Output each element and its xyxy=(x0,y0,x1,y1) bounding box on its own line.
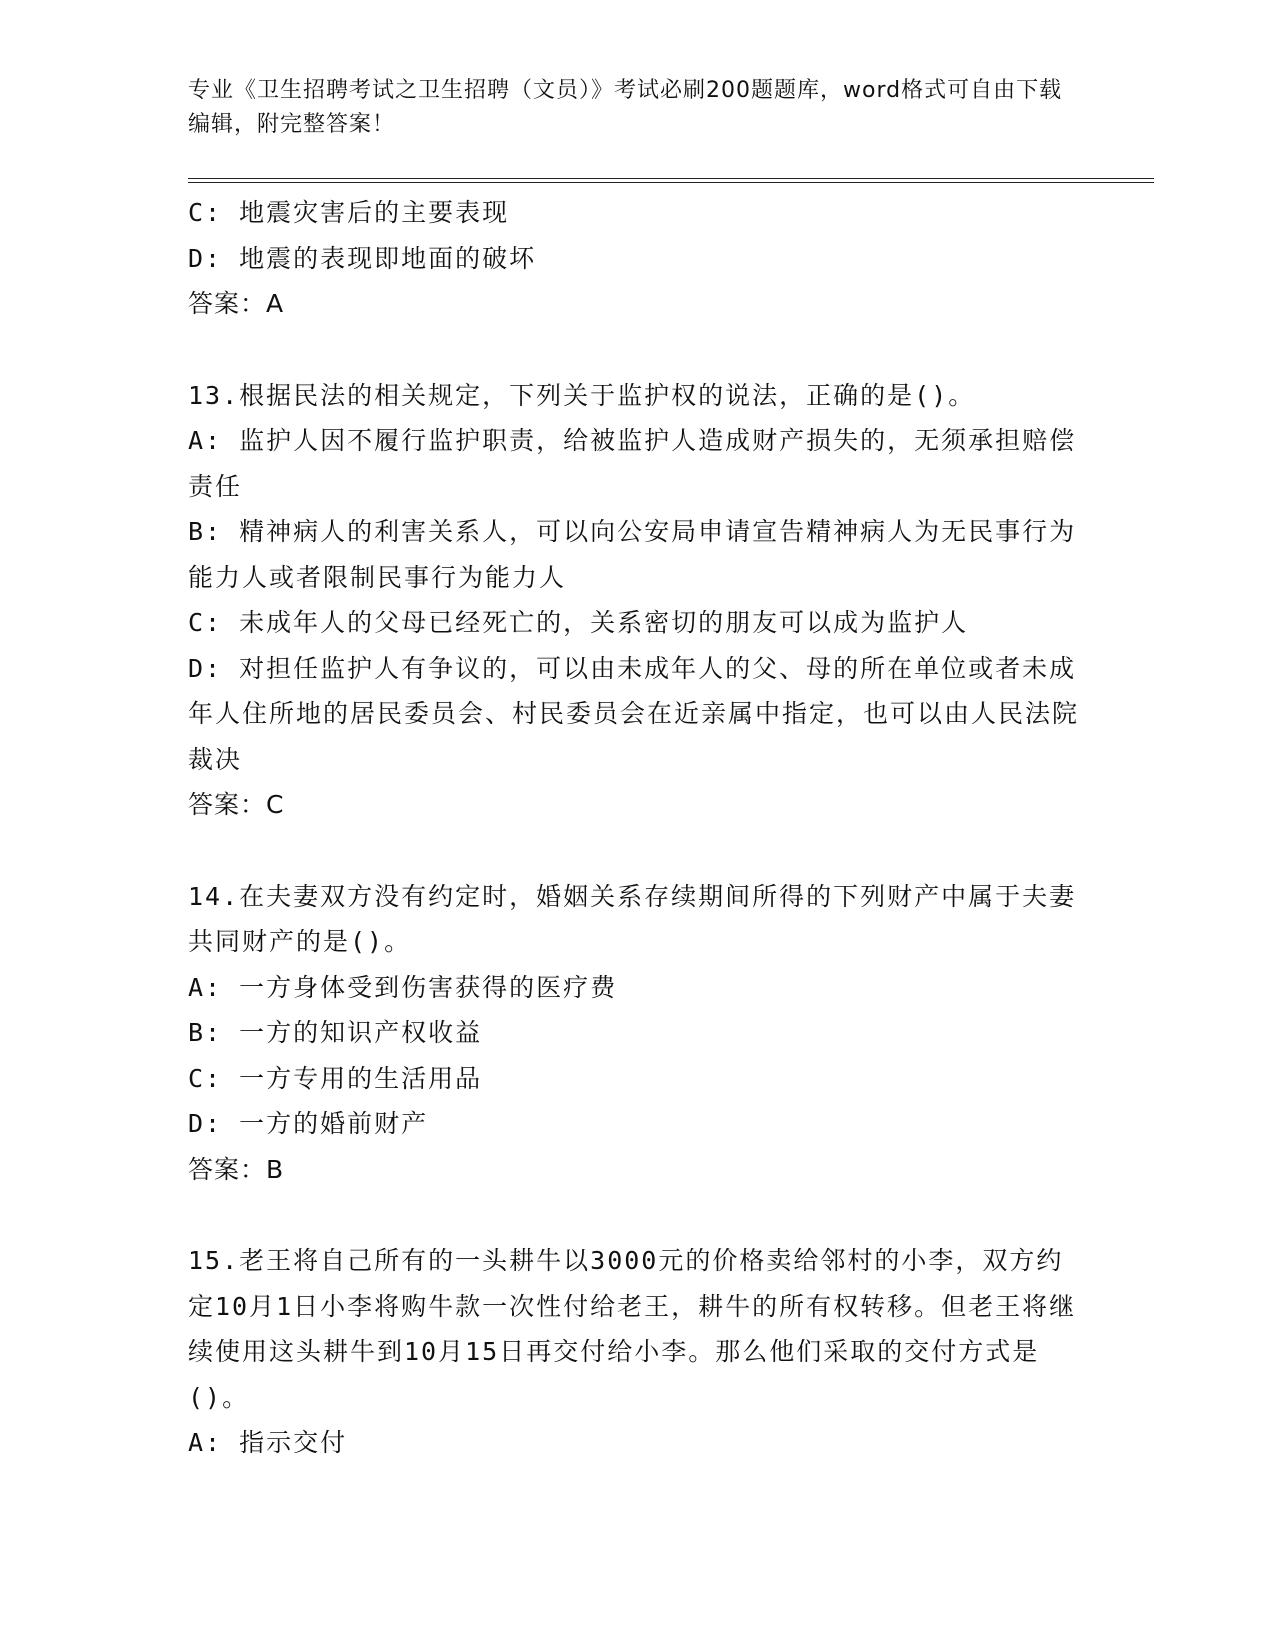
question-list xyxy=(188,190,1088,1466)
option-b: B: 精神病人的利害关系人，可以向公安局申请宣告精神病人为无民事行为能力人或者限制民事行为能力人 xyxy=(188,517,1077,592)
option-c: C: 地震灾害后的主要表现 xyxy=(188,198,510,227)
document-header: 专业《卫生招聘考试之卫生招聘（文员）》考试必刷200题题库，word格式可自由下载编辑，附完整答案！ xyxy=(188,78,1063,137)
question-stem: 14.在夫妻双方没有约定时，婚姻关系存续期间所得的下列财产中属于夫妻共同财产的是()。 xyxy=(188,881,1077,956)
option-a: A: 监护人因不履行监护职责，给被监护人造成财产损失的，无须承担赔偿责任 xyxy=(188,426,1077,501)
option-b: B: 一方的知识产权收益 xyxy=(188,1018,483,1047)
question-15 xyxy=(188,1238,1088,1466)
answer-label: 答案：C xyxy=(188,790,285,819)
option-d: D: 一方的婚前财产 xyxy=(188,1109,429,1138)
option-c: C: 一方专用的生活用品 xyxy=(188,1063,483,1093)
option-c: C: 未成年人的父母已经死亡的，关系密切的朋友可以成为监护人 xyxy=(188,608,969,637)
spacer xyxy=(188,1192,1088,1238)
option-d: D: 对担任监护人有争议的，可以由未成年人的父、母的所在单位或者未成年人住所地的居民委员会、村民委员会在近亲属中指定，也可以由人民法院裁决 xyxy=(188,653,1080,774)
question-13 xyxy=(188,373,1088,828)
question-14 xyxy=(188,874,1088,1193)
option-d: D: 地震的表现即地面的破坏 xyxy=(188,243,537,273)
option-a: A: 一方身体受到伤害获得的医疗费 xyxy=(188,972,618,1002)
header-divider-top xyxy=(188,178,1154,179)
answer-label: 答案：B xyxy=(188,1154,285,1184)
spacer xyxy=(188,828,1088,874)
question-stem: 13.根据民法的相关规定，下列关于监护权的说法，正确的是()。 xyxy=(188,380,976,410)
answer-label: 答案：A xyxy=(188,289,285,318)
option-a: A: 指示交付 xyxy=(188,1428,348,1457)
header-divider-bottom xyxy=(188,182,1154,183)
question-stem: 15.老王将自己所有的一头耕牛以3000元的价格卖给邻村的小李，双方约定10月1日小李将购牛款一次性付给老王，耕牛的所有权转移。但老王将继续使用这头耕牛到10月15日再交付给小李。那么他们采取的交付方式是()。 xyxy=(188,1246,1077,1412)
question-12-tail xyxy=(188,190,1088,327)
spacer xyxy=(188,327,1088,373)
